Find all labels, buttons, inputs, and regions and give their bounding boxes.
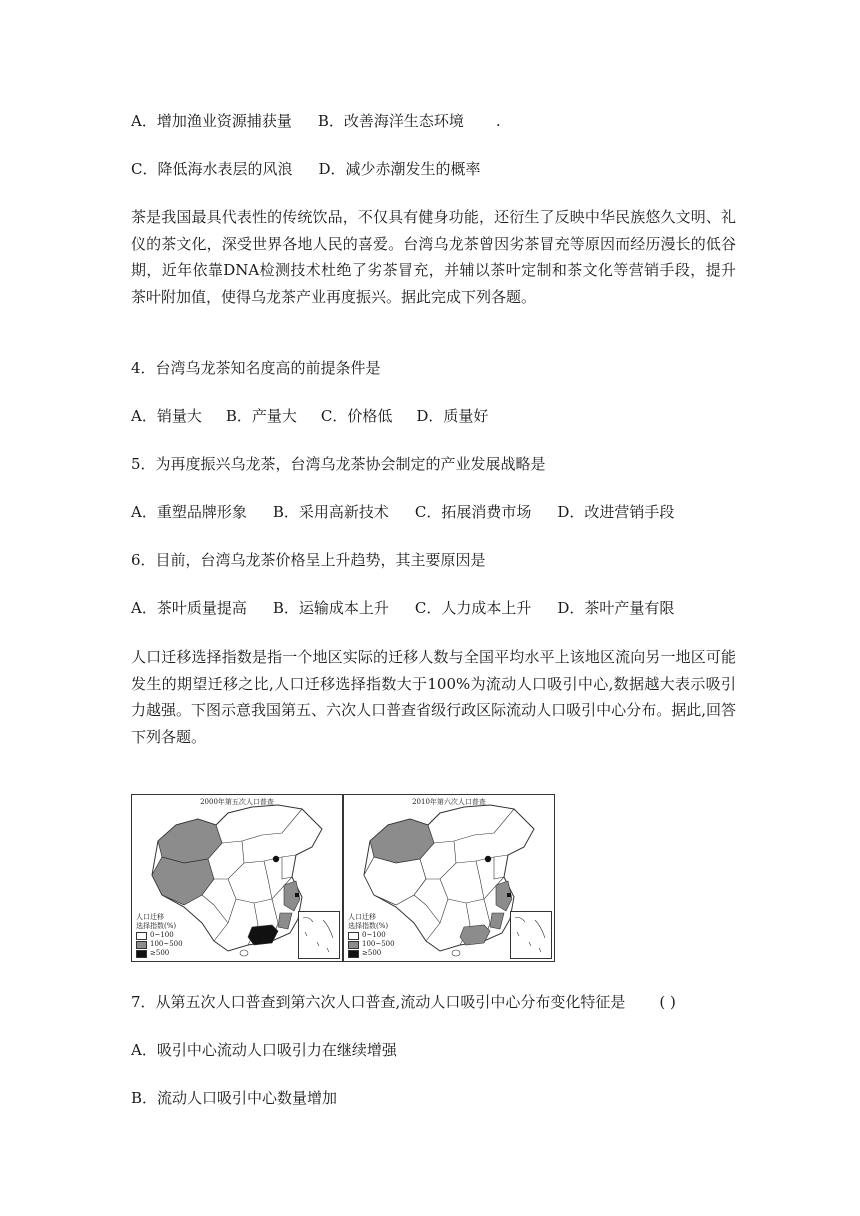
q4-stem: 4．台湾乌龙茶知名度高的前提条件是 (131, 359, 381, 377)
legend-item-low (348, 931, 395, 940)
legend-label-mid: 100~500 (150, 940, 183, 948)
option-a: A．茶叶质量提高 (131, 599, 247, 617)
option-a: A．销量大 (131, 407, 202, 425)
map-title-2010: 2010年第六次人口普查 (412, 798, 486, 806)
option-c: C．人力成本上升 (414, 599, 532, 617)
legend-title-line-1: 人口迁移 (348, 913, 376, 921)
inset-map (299, 912, 339, 958)
option-c: C．价格低 (320, 407, 393, 425)
q6-options (131, 598, 674, 618)
option-d: D．茶叶产量有限 (557, 599, 675, 617)
legend-item-mid (136, 940, 183, 949)
option-b: B．运输成本上升 (272, 599, 389, 617)
legend-title-line-1: 人口迁移 (136, 913, 164, 921)
option-a: A．重塑品牌形象 (131, 503, 247, 521)
passage-migration: 人口迁移选择指数是指一个地区实际的迁移人数与全国平均水平上该地区流向另一地区可能发生的期望迁移之比,人口迁移选择指数大于100%为流动人口吸引中心,数据越大表示吸引力越强。下图示意我国第五、六次人口普查省级行政区际流动人口吸引中心分布。据此,回答下列各题。 (131, 648, 736, 746)
map-panel-2000 (131, 794, 343, 962)
legend-swatch-mid (136, 941, 147, 949)
legend-swatch-low (348, 932, 359, 940)
q5-options (131, 502, 674, 522)
q3-options-row-2 (131, 159, 481, 179)
q7-option-b: B．流动人口吸引中心数量增加 (131, 1089, 338, 1107)
legend-label-low: 0~100 (362, 931, 386, 939)
legend-label-high: ≥500 (150, 949, 170, 957)
legend-item-mid (348, 940, 395, 949)
q4-options (131, 406, 488, 426)
map-panel-2010 (343, 794, 555, 962)
legend-label-mid: 100~500 (362, 940, 395, 948)
q7-stem-row (131, 992, 676, 1012)
q5-stem: 5．为再度振兴乌龙茶，台湾乌龙茶协会制定的产业发展战略是 (131, 455, 546, 473)
legend-item-high (136, 949, 183, 958)
option-c: C．降低海水表层的风浪 (131, 160, 293, 178)
option-d: D．减少赤潮发生的概率 (318, 160, 481, 178)
legend-item-high (348, 949, 395, 958)
q6-stem: 6．目前，台湾乌龙茶价格呈上升趋势，其主要原因是 (131, 551, 486, 569)
option-d: D．质量好 (416, 407, 489, 425)
south-china-sea-inset (298, 911, 340, 959)
legend-title-line-2: 选择指数(%) (348, 922, 389, 930)
answer-bracket: ( ) (659, 993, 676, 1011)
option-d: D．改进营销手段 (557, 503, 675, 521)
legend-swatch-mid (348, 941, 359, 949)
option-c: C．拓展消费市场 (414, 503, 532, 521)
trailing-dot: . (495, 112, 501, 130)
census-map-figure (131, 794, 555, 962)
map-legend-2010 (348, 913, 395, 958)
legend-label-low: 0~100 (150, 931, 174, 939)
south-china-sea-inset (510, 911, 552, 959)
option-b: B．产量大 (225, 407, 297, 425)
legend-swatch-low (136, 932, 147, 940)
q3-options-row-1 (131, 111, 501, 131)
legend-title-line-2: 选择指数(%) (136, 922, 177, 930)
passage-tea: 茶是我国最具代表性的传统饮品，不仅具有健身功能，还衍生了反映中华民族悠久文明、礼仪的茶文化，深受世界各地人民的喜爱。台湾乌龙茶曾因劣茶冒充等原因而经历漫长的低谷期，近年依靠DNA检测技术杜绝了劣茶冒充，并辅以茶叶定制和茶文化等营销手段，提升茶叶附加值，使得乌龙茶产业再度振兴。据此完成下列各题。 (131, 208, 736, 306)
option-b: B．改善海洋生态环境 (317, 112, 464, 130)
map-title-2000: 2000年第五次人口普查 (200, 798, 274, 806)
legend-swatch-high (348, 950, 359, 958)
legend-item-low (136, 931, 183, 940)
q7-option-a: A．吸引中心流动人口吸引力在继续增强 (131, 1041, 397, 1059)
option-a: A．增加渔业资源捕获量 (131, 112, 292, 130)
legend-swatch-high (136, 950, 147, 958)
q7-stem: 7．从第五次人口普查到第六次人口普查,流动人口吸引中心分布变化特征是 (131, 993, 626, 1011)
option-b: B．采用高新技术 (272, 503, 389, 521)
inset-map (511, 912, 551, 958)
legend-label-high: ≥500 (362, 949, 382, 957)
map-legend-2000 (136, 913, 183, 958)
